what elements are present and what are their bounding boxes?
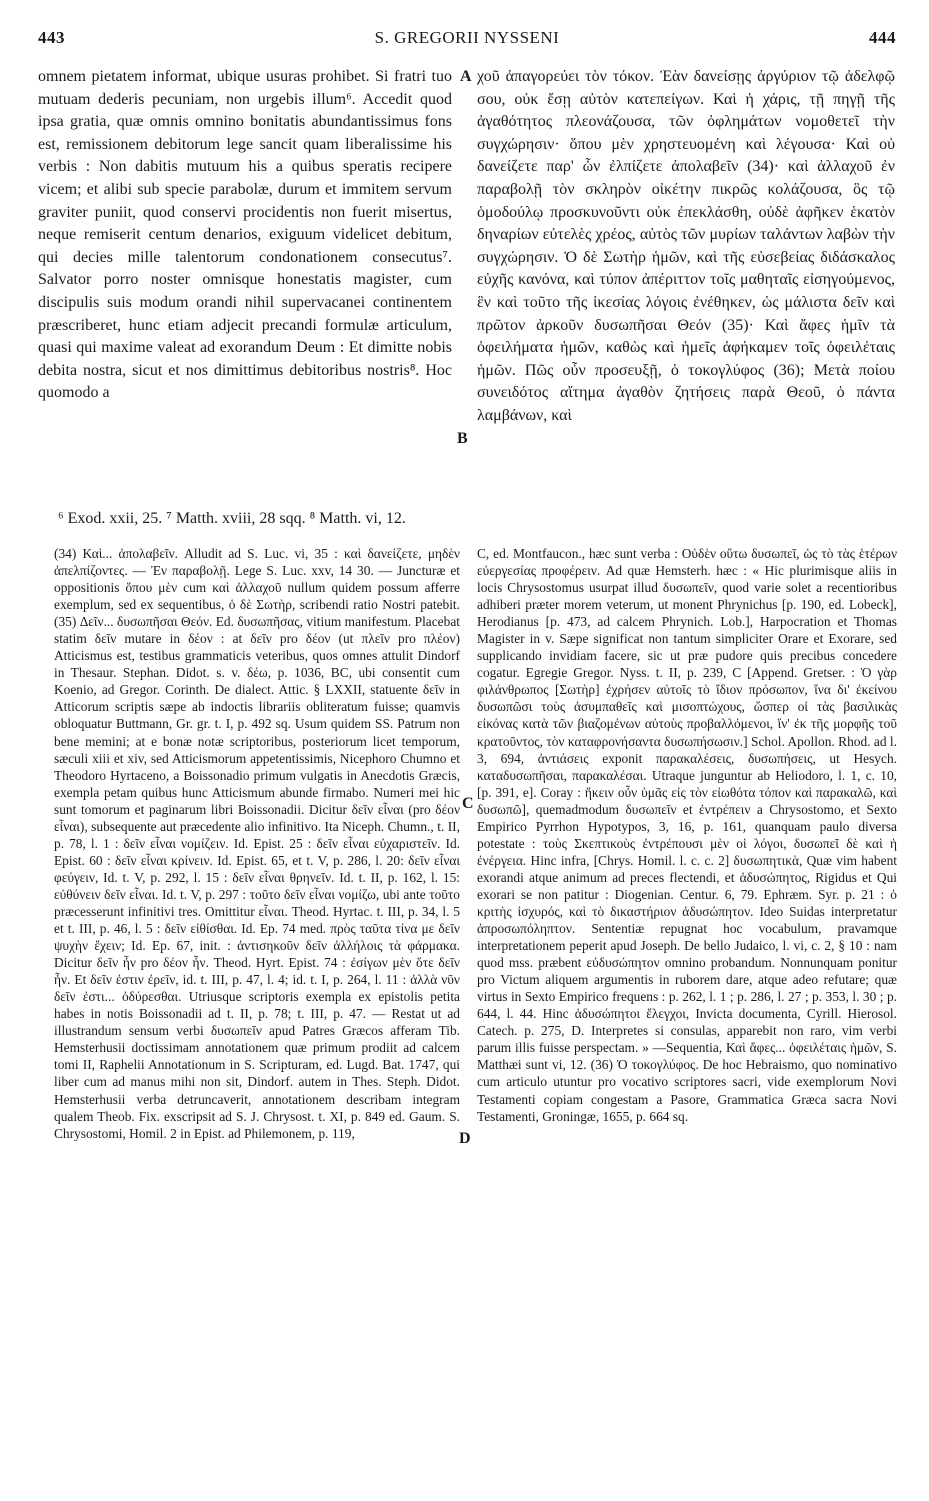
right-page-number: 444 (869, 28, 896, 47)
running-title: S. GREGORII NYSSENI (374, 28, 560, 47)
notes-column-right (477, 545, 897, 1125)
greek-text: χοῦ ἀπαγορεύει τὸν τόκον. Ἐὰν δανείσῃς ἀργύριον τῷ ἀδελφῷ σου, οὐκ ἔσῃ αὐτὸν κατεπείγων. Καὶ ἡ χάρις, τῇ πηγῇ τῆς ἀγαθότητος πλεονάζουσα, τῶν ὀφλημάτων νομοθετεῖ τὴν συγχώρησιν· ὅπου μὲν χρηστευομένη καὶ λέγουσα· Καὶ οὐ δανείζετε παρ' ὧν ἐλπίζετε ἀπολαβεῖν (34)· καὶ ἀλλαχοῦ ἐν παραβολῇ τὸν σκληρὸν οἰκέτην πικρῶς κολάζουσα, ὃς τῷ ὁμοδούλῳ προσκυνοῦντι οὐκ ἐπεκλάσθη, οὐδὲ ἀφῆκεν ἑκατὸν δηναρίων εὐτελὲς χρέος, αὐτὸς τῶν μυρίων ταλάντων λαβὼν τὴν συγχώρησιν. Ὁ δὲ Σωτὴρ ἡμῶν, καὶ τῆς εὐσεβείας διδάσκαλος εὐχῆς κανόνα, καὶ τύπον ἀπέριττον τοῖς μαθηταῖς εἰσηγούμενος, ἓν καὶ τοῦτο τῆς ἱκεσίας λόγοις ἐνέθηκεν, ὡς μάλιστα δεῖν καὶ πρῶτον ἀρκοῦν δυσωπῆσαι Θεόν (35)· Καὶ ἄφες ἡμῖν τὰ ὀφειλήματα ἡμῶν, καθὼς καὶ ἡμεῖς ἀφήκαμεν τοῖς ὀφειλέταις ἡμῶν. Πῶς οὖν προσευξῇ, ὁ τοκογλύφος (36); Μετὰ ποίου συνειδότος αἴτημα ἀγαθὸν ζητήσεις παρὰ Θεοῦ, ὁ πάντα λαμβάνων, καὶ (477, 68, 895, 424)
section-marker-c: C (462, 795, 474, 812)
section-marker-b: B (457, 430, 468, 447)
scripture-footnotes: ⁶ Exod. xxii, 25. ⁷ Matth. xviii, 28 sqq. ⁸ Matth. vi, 12. (58, 510, 406, 527)
section-marker-a: A (460, 68, 472, 85)
running-header (38, 28, 896, 52)
annotation-text-right: C, ed. Montfaucon., hæc sunt verba : Οὐδὲν οὕτω δυσωπεῖ, ὡς τὸ τὰς ἑτέρων εὐεργεσίας προφέρειν. Ad quæ Hemsterh. hæc : « Hic plurimisque aliis in locis Chrysostomus usurpat illud δυσωπεῖν, quod varie solet a recentioribus adhiberi præter morem veterum, ut monent Phrynichus [p. 190, ed. Lobeck], Herodianus [p. 473, ad calcem Phrynich. Lob.], Harpocration et Thomas Magister in v. Sæpe significat non tantum simpliciter Orare et Exorare, sed supplicando invidiam facere, sic ut præ pudore quis precibus concedere cogatur. Egregie Gregor. Nyss. t. II, p. 239, C [Append. Gretser. : Ὁ γὰρ φιλάνθρωπος [Σωτὴρ] ἐχρήσεν αὐτοῖς τὸ ἴδιον πρόσωπον, ἵνα δι' ἐκείνου δυσωπῶσι τοὺς ἀσυμπαθεῖς καὶ μισοπτώχους, ὥσπερ οἱ τὰς βασιλικὰς εἰκόνας κατὰ τῶν βιαζομένων αὐτοὺς προβαλλόμενοι, ἵν' ἐκ τῆς μορφῆς τοῦ κρατοῦντος, τὸν καταφρονήσαντα δυσωπήσωσιν.] Schol. Apollon. Rhod. ad l. 3, 694, ἀντιάσεις exponit παρακαλέσεις, δυσωπήσεις, ut Hesych. καταδυσωπῆσαι, παρακαλέσαι. Utraque junguntur ab Heliodoro, l. 1, c. 10, [p. 391, e]. Coray : ἥκειν οὖν ὑμᾶς εἰς τὸν εἰωθότα τόπον καὶ παρακαλῶ, καὶ δυσωπῶ], quemadmodum δυσωπεῖν et ἐντρέπειν a Chrysostomo, et Sexto Empirico Pyrrhon Hypotypos, 3, 16, p. 161, quanquam paulo diversa potestate : τοὺς Σκεπτικοὺς ἐντρέπουσι μὲν οἱ λόγοι, δυσωπεῖ δὲ καὶ ἡ ἐνέργεια. Hinc infra, [Chrys. Homil. l. c. c. 2] δυσωπητικὰ, Quæ vim habent exorandi atque animum ad preces flectendi, et ἀδυσώπητος, Rigidus et Qui exorari se non patitur : Diogenian. Centur. 6, 79. Ephræm. Syr. p. 21 : ὁ κριτὴς ἰσχυρός, καὶ τὸ δικαστήριον ἀδυσώπητον. Ideo Suidas interpretatur ἀπροσωπόληπτον. Sententiæ repugnat hoc vocabulum, pravamque interpretationem peperit apud Joseph. De bello Judaico, l. vi, c. 2, § 10 : nam quod mss. præbent εὐδυσώπητον omnino probandum. Nonnunquam ponitur pro Victum aliquem argumentis in ruborem dare, atque adeo refutare; quæ virtus in Sexto Empirico frequens : p. 262, l. 1 ; p. 286, l. 27 ; p. 353, l. 30 ; p. 644, l. 44. Hinc ἀδυσώπητοι ἔλεγχοι, Invicta documenta, Cyrill. Hierosol. Catech. p. 275, D. Interpretes si consulas, apparebit non raro, vim verbi parum illis fuisse perspectam. » —Sequentia, Καὶ ἄφες... ὀφειλέταις ἡμῶν, S. Matthæi sunt vi, 12. (36) Ὁ τοκογλύφος. De hoc Hebraismo, quo nominativo cum articulo utuntur pro vocativo scriptores sacri, vide exemplorum Novi Testamenti copiam congestam a Pasore, Grammatica Græca sacra Novi Testamenti, Groningæ, 1655, p. 664 sq. (477, 546, 897, 1124)
section-marker-d: D (459, 1130, 471, 1147)
notes-column-left (54, 545, 460, 1142)
latin-translation-column (38, 66, 452, 405)
latin-text: omnem pietatem informat, ubique usuras prohibet. Si fratri tuo mutuam dederis pecuniam, non urgebis illum⁶. Accedit quod ipsa gratia, quæ omnis omnino bonitatis abundantissimus fons est, remissionem debitorum lege sancit quam liberalissime his verbis : Non dabitis mutuum his a quibus speratis recipere vicem; et alibi sub specie parabolæ, durum et immitem servum graviter puniit, quod conservi procidentis non fuerit misertus, neque remiserit centum denarios, exiguum videlicet debitum, qui decies mille talentorum condonationem consecutus⁷. Salvator porro noster omnisque honestatis magister, cum discipulis suis modum orandi nihil supervacanei continentem præscriberet, hunc etiam adjecit precandi formulæ articulum, quasi qui maxime valeat ad exorandum Deum : Et dimitte nobis debita nostra, sicut et nos dimittimus debitoribus nostris⁸. Hoc quomodo a (38, 68, 452, 402)
annotation-text-left: (34) Καὶ... ἀπολαβεῖν. Alludit ad S. Luc. vi, 35 : καὶ δανείζετε, μηδὲν ἀπελπίζοντες. — Ἐν παραβολῇ. Lege S. Luc. xxv, 14 30. — Juncturæ et oppositionis ὅπου μὲν cum καὶ ἀλλαχοῦ nullum quidem possum afferre exemplum, sed ex sequentibus, ὁ δὲ Σωτὴρ, scribendi ratio Nostri patebit. (35) Δεῖν... δυσωπῆσαι Θεόν. Ed. δυσωπῆσας, vitium manifestum. Placebat statim δεῖν mutare in δέον : at δεῖν pro δέον (ut πλεῖν pro πλέον) Atticismus est, testibus grammaticis veteribus, quos omnes attulit Dindorf in Thesaur. Stephan. Didot. s. v. δέω, p. 1036, BC, ubi consentit cum Koenio, ad Gregor. Corinth. De dialect. Attic. § LXXII, statuente δεῖν in Atticorum scriptis sæpe ab indoctis librariis obliteratum fuisse; quamvis obloquatur Buttmann, Gr. gr. t. I, p. 492 sq. Usum quidem SS. Patrum non bene memini; at e bonæ notæ scriptoribus, posteriorum licet temporum, sæculi xiii et xiv, sed Atticismorum appetentissimis, Nicephoro Chumno et Theodoro Hyrtaceno, a Boissonadio primum vulgatis in Anecdotis Græcis, exempla petam quibus hunc Atticismum abunde firmabo. Numeri mei hic sunt tomorum et paginarum libri Boissonadii. Dicitur δεῖν εἶναι (pro δέον εἶναι), subsequente aut præcedente alio infinitivo. Ita Niceph. Chumn., t. II, p. 78, l. 1 : δεῖν εἶναι νομίζειν. Id. Epist. 25 : δεῖν εἶναι εὐχαριστεῖν. Id. Epist. 60 : δεῖν εἶναι κρίνειν. Id. Epist. 65, et t. V, p. 286, l. 20: δεῖν εἶναι φεύγειν, Id. t. V, p. 292, l. 15 : δεῖν εἶναι θρηνεῖν. Id. t. II, p. 162, l. 15: εὐθύνειν δεῖν εἶναι. Id. t. V, p. 297 : τοῦτο δεῖν εἶναι νομίζω, ubi ante τοῦτο præcesserunt infinitivi tres. Omittitur εἶναι. Theod. Hyrtac. t. III, p. 34, l. 5 et t. III, p. 46, l. 5 : δεῖν εἰθίσθαι. Id. Ep. 74 med. πρὸς ταῦτα τίνα με δεῖν ψυχὴν ἔχειν; Id. Ep. 67, init. : ἀντισηκοῦν δεῖν ἀλλήλοις τὰ φάρμακα. Dicitur δεῖν ἦν pro δέον ἦν. Theod. Hyrt. Epist. 74 : ἐσίγων μὲν ὅτε δεῖν ἦν. Et δεῖν ἐστιν ἐρεῖν, id. t. III, p. 47, l. 4; id. t. I, p. 264, l. 11 : ἀλλὰ νῦν δεῖν ἐστι... ὀδύρεσθαι. Utriusque scriptoris exempla ex epistolis petita habes in notis Boissonadii ad t. II, p. 78; t. III, p. 47. — Restat ut ad illustrandum sensum verbi δυσωπεῖν apud Patres Græcos afferam Tib. Hemsterhusii doctissimam annotationem quæ primum prodiit ad calcem tomi II, Raphelii Annotationum in S. Scripturam, ed. Lugd. Bat. 1747, qui liber cum ad manus mihi non sit, Dindorf. autem in Thes. Steph. Didot. Hemsterhusii verba detruncaverit, annotationem describam integram qualem Theob. Fix. exscripsit ad S. J. Chrysost. t. XI, p. 849 ed. Gaum. S. Chrysostomi, Homil. 2 in Epist. ad Philemonem, p. 119, (54, 546, 460, 1141)
left-page-number: 443 (38, 28, 65, 47)
greek-text-column (477, 66, 895, 428)
